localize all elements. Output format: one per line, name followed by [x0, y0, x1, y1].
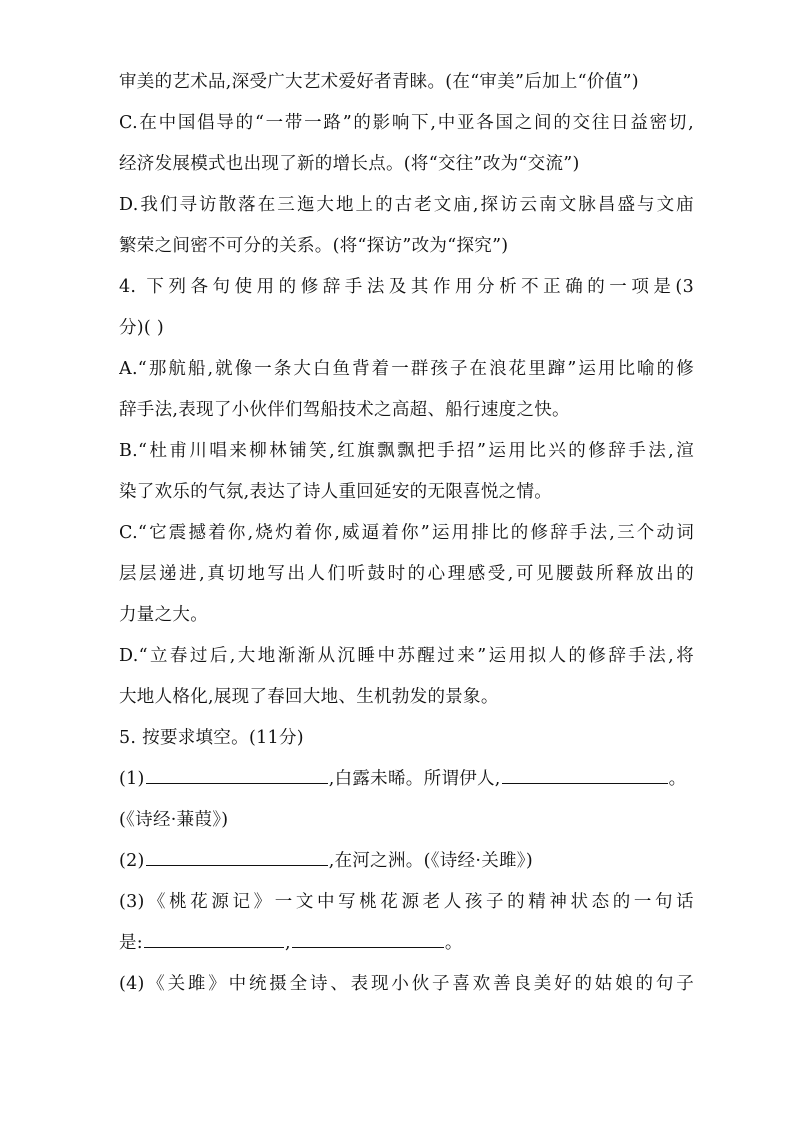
line-text: 。 — [668, 769, 687, 789]
text-line: 经济发展模式也出现了新的增长点。(将“交往”改为“交流”) — [119, 154, 580, 174]
answer-blank[interactable] — [292, 929, 444, 948]
option-b-line: B.“杜甫川唱来柳林铺笑,红旗飘飘把手招”运用比兴的修辞手法,渲 — [119, 441, 694, 461]
answer-blank[interactable] — [144, 929, 284, 948]
line-text: ,在河之洲。(《诗经·关雎》) — [328, 851, 533, 871]
text-line: 染了欢乐的气氛,表达了诗人重回延安的无限喜悦之情。 — [119, 482, 553, 502]
item-number: (2) — [119, 851, 145, 871]
question-4-line: 4. 下列各句使用的修辞手法及其作用分析不正确的一项是(3 — [119, 277, 694, 297]
fill-in-line-4: (4)《关雎》中统摄全诗、表现小伙子喜欢善良美好的姑娘的句子 — [119, 974, 694, 994]
option-c-line: C.在中国倡导的“一带一路”的影响下,中亚各国之间的交往日益密切, — [119, 113, 694, 133]
answer-blank[interactable] — [502, 765, 668, 784]
question-5-line: 5. 按要求填空。(11分) — [119, 728, 304, 748]
source-line: (《诗经·蒹葭》) — [119, 810, 229, 830]
answer-blank[interactable] — [146, 765, 328, 784]
option-d-line: D.“立春过后,大地渐渐从沉睡中苏醒过来”运用拟人的修辞手法,将 — [119, 646, 694, 666]
line-text: 。 — [444, 933, 463, 953]
fill-in-line-3-answer — [119, 923, 694, 964]
fill-in-line-2 — [119, 841, 694, 882]
item-number: (1) — [119, 769, 145, 789]
text-line: 辞手法,表现了小伙伴们驾船技术之高超、船行速度之快。 — [119, 400, 570, 420]
text-line: 分)( ) — [119, 318, 165, 338]
option-a-line: A.“那航船,就像一条大白鱼背着一群孩子在浪花里蹿”运用比喻的修 — [119, 359, 694, 379]
text-line: 繁荣之间密不可分的关系。(将“探访”改为“探究”) — [119, 236, 509, 256]
line-text: , — [285, 933, 291, 953]
option-d-line: D.我们寻访散落在三迤大地上的古老文庙,探访云南文脉昌盛与文庙 — [119, 195, 694, 215]
text-line: 层层递进,真切地写出人们听鼓时的心理感受,可见腰鼓所释放出的 — [119, 564, 694, 584]
fill-in-line-1 — [119, 759, 694, 800]
line-text: ,白露未晞。所谓伊人, — [328, 769, 501, 789]
text-line: 大地人格化,展现了春回大地、生机勃发的景象。 — [119, 687, 499, 707]
line-text: 是: — [119, 933, 143, 953]
fill-in-line-3: (3)《桃花源记》一文中写桃花源老人孩子的精神状态的一句话 — [119, 892, 694, 912]
option-c-line: C.“它震撼着你,烧灼着你,威逼着你”运用排比的修辞手法,三个动词 — [119, 523, 694, 543]
answer-blank[interactable] — [146, 847, 328, 866]
text-line: 审美的艺术品,深受广大艺术爱好者青睐。(在“审美”后加上“价值”) — [119, 72, 639, 92]
text-line: 力量之大。 — [119, 605, 208, 625]
